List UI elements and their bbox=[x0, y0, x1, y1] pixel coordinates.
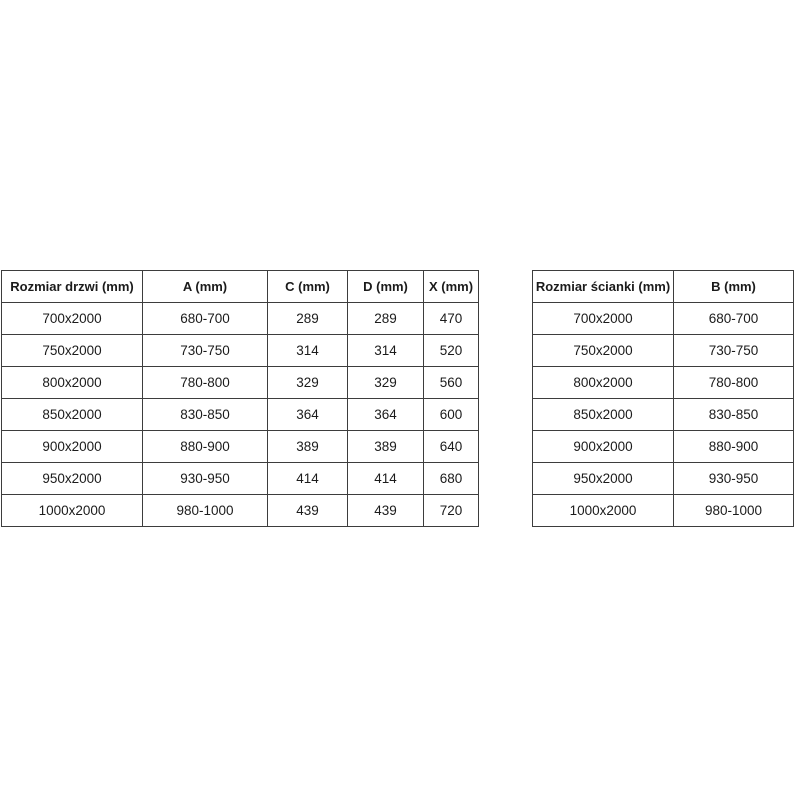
a-column-header: A (mm) bbox=[143, 271, 268, 303]
table-row bbox=[2, 367, 479, 399]
table-cell: 389 bbox=[348, 431, 424, 463]
table-cell: 830-850 bbox=[674, 399, 794, 431]
table-row bbox=[533, 495, 794, 527]
table-cell: 470 bbox=[424, 303, 479, 335]
table-cell: 520 bbox=[424, 335, 479, 367]
table-cell: 680-700 bbox=[143, 303, 268, 335]
table-row bbox=[2, 303, 479, 335]
table-row bbox=[2, 495, 479, 527]
table-cell: 750x2000 bbox=[533, 335, 674, 367]
table-cell: 950x2000 bbox=[533, 463, 674, 495]
table-cell: 780-800 bbox=[674, 367, 794, 399]
table-cell: 314 bbox=[348, 335, 424, 367]
door-table-header-row bbox=[2, 271, 479, 303]
table-cell: 900x2000 bbox=[533, 431, 674, 463]
table-cell: 720 bbox=[424, 495, 479, 527]
table-cell: 730-750 bbox=[674, 335, 794, 367]
table-row bbox=[533, 399, 794, 431]
wall-panel-sizes-table bbox=[532, 270, 794, 527]
table-cell: 329 bbox=[268, 367, 348, 399]
table-cell: 414 bbox=[268, 463, 348, 495]
b-column-header: B (mm) bbox=[674, 271, 794, 303]
table-cell: 750x2000 bbox=[2, 335, 143, 367]
table-cell: 700x2000 bbox=[533, 303, 674, 335]
d-column-header: D (mm) bbox=[348, 271, 424, 303]
table-cell: 364 bbox=[268, 399, 348, 431]
door-size-column-header: Rozmiar drzwi (mm) bbox=[2, 271, 143, 303]
table-cell: 329 bbox=[348, 367, 424, 399]
table-row bbox=[533, 463, 794, 495]
table-cell: 439 bbox=[348, 495, 424, 527]
table-row bbox=[533, 367, 794, 399]
table-cell: 700x2000 bbox=[2, 303, 143, 335]
wall-size-column-header: Rozmiar ścianki (mm) bbox=[533, 271, 674, 303]
table-cell: 980-1000 bbox=[143, 495, 268, 527]
table-cell: 800x2000 bbox=[2, 367, 143, 399]
table-cell: 414 bbox=[348, 463, 424, 495]
table-cell: 730-750 bbox=[143, 335, 268, 367]
table-cell: 389 bbox=[268, 431, 348, 463]
table-row bbox=[2, 335, 479, 367]
x-column-header: X (mm) bbox=[424, 271, 479, 303]
c-column-header: C (mm) bbox=[268, 271, 348, 303]
table-row bbox=[533, 303, 794, 335]
table-cell: 289 bbox=[348, 303, 424, 335]
table-cell: 600 bbox=[424, 399, 479, 431]
table-cell: 880-900 bbox=[674, 431, 794, 463]
table-cell: 289 bbox=[268, 303, 348, 335]
wall-table-header-row bbox=[533, 271, 794, 303]
table-cell: 830-850 bbox=[143, 399, 268, 431]
table-cell: 1000x2000 bbox=[533, 495, 674, 527]
table-cell: 1000x2000 bbox=[2, 495, 143, 527]
table-row bbox=[2, 463, 479, 495]
table-cell: 560 bbox=[424, 367, 479, 399]
table-cell: 880-900 bbox=[143, 431, 268, 463]
table-cell: 314 bbox=[268, 335, 348, 367]
table-cell: 800x2000 bbox=[533, 367, 674, 399]
door-sizes-table bbox=[1, 270, 479, 527]
table-cell: 930-950 bbox=[143, 463, 268, 495]
table-row bbox=[533, 335, 794, 367]
table-row bbox=[2, 431, 479, 463]
table-cell: 980-1000 bbox=[674, 495, 794, 527]
table-cell: 950x2000 bbox=[2, 463, 143, 495]
table-cell: 439 bbox=[268, 495, 348, 527]
table-cell: 850x2000 bbox=[533, 399, 674, 431]
table-cell: 364 bbox=[348, 399, 424, 431]
table-row bbox=[2, 399, 479, 431]
table-cell: 680-700 bbox=[674, 303, 794, 335]
table-cell: 850x2000 bbox=[2, 399, 143, 431]
table-cell: 680 bbox=[424, 463, 479, 495]
table-cell: 640 bbox=[424, 431, 479, 463]
table-cell: 900x2000 bbox=[2, 431, 143, 463]
table-row bbox=[533, 431, 794, 463]
table-cell: 780-800 bbox=[143, 367, 268, 399]
table-cell: 930-950 bbox=[674, 463, 794, 495]
